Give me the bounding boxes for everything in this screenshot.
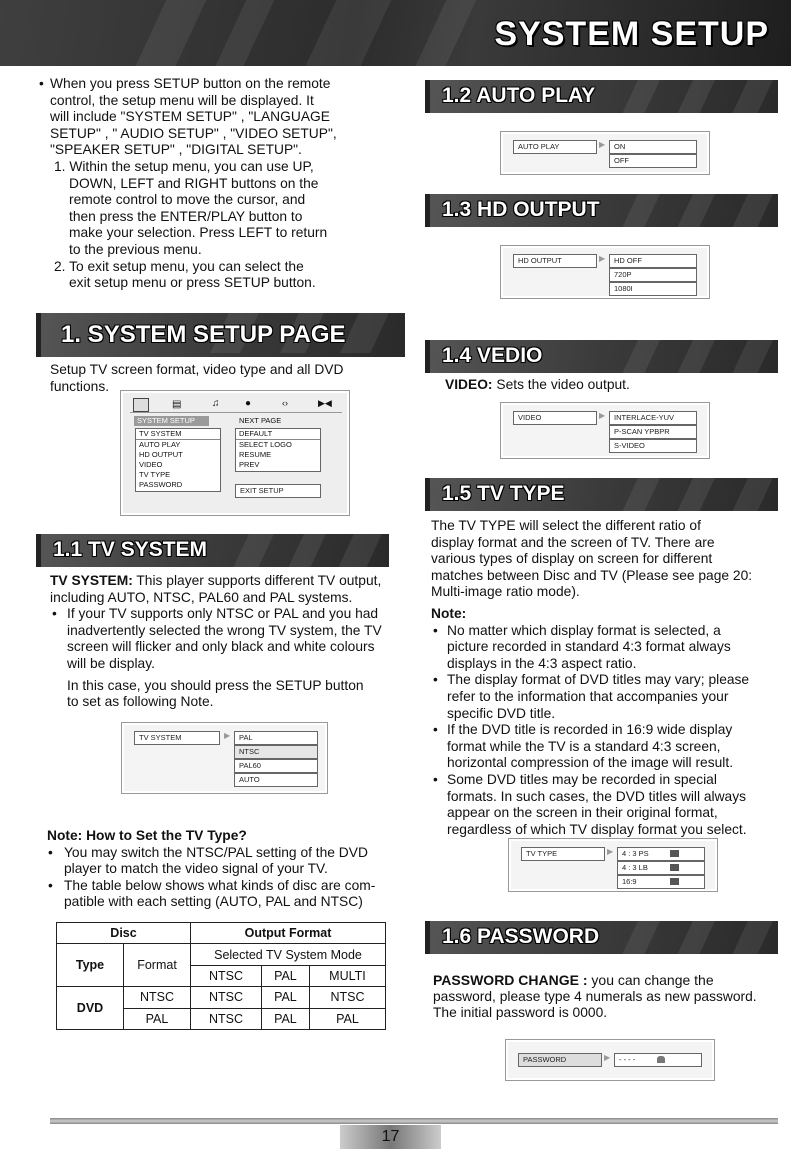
lead-rest: Sets the video output. (492, 377, 630, 392)
desc-line: Multi-image ratio mode). (431, 584, 580, 600)
option-720p[interactable]: 720P (609, 268, 697, 282)
option-pal60[interactable]: PAL60 (234, 759, 318, 773)
option-interlace-yuv[interactable]: INTERLACE-YUV (609, 411, 697, 425)
step-line: 1. Within the setup menu, you can use UP, (54, 158, 314, 174)
table-cell: PAL (124, 1008, 191, 1029)
section-heading: 1.3 HD OUTPUT (442, 198, 600, 221)
lead-rest: you can change the (587, 972, 714, 988)
bullet-line: will be display. (67, 655, 155, 671)
video-menu (500, 402, 710, 459)
section-banner-video (425, 340, 778, 373)
tv-type-note: Note: How to Set the TV Type? • You may switch the NTSC/PAL setting of the DVD player to match the video signal of your TV. • The table below shows what kinds of disc are com- patible with each setting (AUTO, PAL and NTSC) (47, 828, 407, 911)
monitor-icon (133, 398, 149, 412)
audio-icon: ♫ (212, 398, 220, 409)
desc-line: matches between Disc and TV (Please see page 20: (431, 567, 753, 583)
step-line: remote control to move the cursor, and (69, 192, 306, 208)
note-line: formats. In such cases, the DVD titles will always (447, 788, 747, 804)
intro-line: control, the setup menu will be displayed. It (50, 92, 314, 108)
auto-play-menu (500, 131, 710, 175)
section-banner-auto-play (425, 80, 778, 113)
bullet-line: inadvertently selected the wrong TV system, the TV (67, 622, 382, 638)
option-text: 4 : 3 LB (622, 863, 648, 872)
speaker-icon: ‹› (282, 398, 288, 408)
menu-item-tv-system[interactable]: TV SYSTEM (136, 429, 220, 440)
table-cell: NTSC (191, 987, 262, 1008)
tab-system-setup[interactable]: SYSTEM SETUP (134, 416, 209, 426)
table-cell: NTSC (309, 987, 385, 1008)
right-menu-list (235, 428, 321, 472)
table-cell: NTSC (191, 1008, 262, 1029)
auto-play-label: AUTO PLAY (513, 140, 597, 154)
lead-bold: PASSWORD CHANGE : (433, 972, 588, 988)
tv-system-label: TV SYSTEM (134, 731, 220, 745)
section-heading: 1.4 VEDIO (442, 344, 543, 367)
intro-step-2 (50, 259, 395, 292)
lead-bold: TV SYSTEM: (50, 573, 133, 588)
note-line: regardless of which TV display format you select. (447, 821, 747, 837)
menu-item-select-logo[interactable]: SELECT LOGO (239, 440, 292, 449)
table-cell: PAL (261, 987, 309, 1008)
table-cell: PAL (261, 1008, 309, 1029)
option-16-9[interactable] (617, 875, 705, 889)
text-line: The initial password is 0000. (433, 1005, 608, 1021)
next-page-label: NEXT PAGE (239, 416, 282, 425)
option-s-video[interactable]: S-VIDEO (609, 439, 697, 453)
header-banner (0, 0, 791, 66)
section-banner-tv-system (36, 534, 389, 567)
page-number: 17 (340, 1125, 441, 1149)
menu-item-prev[interactable]: PREV (239, 460, 260, 469)
desc-line: display format and the screen of TV. There are (431, 534, 715, 550)
step-line: 2. To exit setup menu, you can select the (54, 258, 304, 274)
hd-output-label: HD OUTPUT (513, 254, 597, 268)
option-off[interactable]: OFF (609, 154, 697, 168)
section-heading: 1.1 TV SYSTEM (53, 538, 208, 561)
dvd-label: DVD (57, 987, 124, 1030)
arrow-right-icon: ▶ (607, 847, 614, 856)
option-text: 4 : 3 PS (622, 849, 649, 858)
note-line: If the DVD title is recorded in 16:9 wide display (447, 722, 733, 738)
video-desc (445, 377, 630, 394)
bullet-line: patible with each setting (AUTO, PAL and NTSC) (64, 894, 363, 910)
section-banner-tv-type (425, 478, 778, 511)
step-line: then press the ENTER/PLAY button to (69, 208, 303, 224)
format-header: Format (124, 944, 191, 987)
arrow-right-icon: ▶ (599, 254, 606, 263)
option-text: 16:9 (622, 877, 637, 886)
note-line: The display format of DVD titles may vary; please (447, 672, 750, 688)
mode-header: Selected TV System Mode (191, 944, 386, 965)
tv-type-text: The TV TYPE will select the different ratio of display format and the screen of TV. There are various types of display on screen for different matches between Disc and TV (Please see page 20: Multi-image ratio mode). Note: • No matter which display format is selected, a picture recorded in standard 4:3 format always displays in the 4:3 aspect ratio. • The display format of DVD titles may vary; please refer to the information that accompanies your specific DVD title. • If the DVD title is recorded in 16:9 wide display format while the TV is a standard 4:3 screen, horizontal compression of the image will result. • Some DVD titles may be recorded in special formats. In such cases, the DVD titles will always appear on the screen in their original format, regardless of which TV display format you select. (431, 518, 777, 838)
screen-ratio-icon (670, 864, 679, 871)
bullet-line: The table below shows what kinds of disc are com- (64, 877, 376, 893)
option-pal[interactable]: PAL (234, 731, 318, 745)
arrow-right-icon: ▶ (604, 1053, 611, 1062)
bullet-line: player to match the video signal of your TV. (64, 861, 328, 877)
compat-table (56, 922, 386, 1030)
note-line: displays in the 4:3 aspect ratio. (447, 655, 637, 671)
option-p-scan-ypbpr[interactable]: P-SCAN YPBPR (609, 425, 697, 439)
left-menu-list (135, 428, 221, 492)
lead-rest: This player supports different TV output, (132, 573, 382, 588)
section-heading: 1. SYSTEM SETUP PAGE (61, 321, 346, 348)
digital-icon: ▶◀ (318, 398, 332, 408)
output-format-header: Output Format (191, 923, 386, 944)
note-line: specific DVD title. (447, 705, 556, 721)
column-header: NTSC (191, 965, 262, 986)
lead-bold: VIDEO: (445, 377, 493, 392)
password-input[interactable] (614, 1053, 702, 1067)
column-header: MULTI (309, 965, 385, 986)
disc-header: Disc (57, 923, 191, 944)
note-line: picture recorded in standard 4:3 format always (447, 639, 731, 655)
tv-type-label: TV TYPE (521, 847, 605, 861)
menu-item-video[interactable]: VIDEO (139, 460, 163, 469)
desc-line: Setup TV screen format, video type and all DVD (50, 362, 344, 377)
password-text (433, 972, 783, 1022)
step-line: to the previous menu. (69, 241, 202, 257)
lock-icon (657, 1056, 665, 1063)
note-line: refer to the information that accompanies your (447, 688, 729, 704)
option-ntsc[interactable]: NTSC (234, 745, 318, 759)
step-line: make your selection. Press LEFT to return (69, 225, 328, 241)
option-auto[interactable]: AUTO (234, 773, 318, 787)
option-hd-off[interactable]: HD OFF (609, 254, 697, 268)
video-icon: ● (245, 398, 252, 409)
table-cell: PAL (309, 1008, 385, 1029)
menu-item-password[interactable]: PASSWORD (139, 480, 183, 489)
bullet-line: You may switch the NTSC/PAL setting of the DVD (64, 844, 368, 860)
note-line: appear on the screen in their original format, (447, 805, 718, 821)
note-line: format while the TV is a standard 4:3 screen, (447, 738, 721, 754)
desc-line: The TV TYPE will select the different ratio of (431, 518, 701, 533)
text-line: to set as following Note. (67, 694, 214, 710)
arrow-right-icon: ▶ (224, 731, 231, 740)
password-value: - - - - (619, 1055, 636, 1064)
bullet-line: screen will flicker and only black and white colours (67, 639, 375, 655)
password-menu (505, 1039, 715, 1081)
section-banner-hd-output (425, 194, 778, 227)
option-4-3-ps[interactable] (617, 847, 705, 861)
intro-line: When you press SETUP button on the remote (50, 76, 331, 91)
intro-line: will include "SYSTEM SETUP" , "LANGUAGE (50, 109, 330, 125)
note-label: Note: (431, 605, 467, 621)
arrow-right-icon: ▶ (599, 411, 606, 420)
language-icon: ▤ (172, 399, 182, 410)
system-setup-menu (120, 390, 350, 516)
note-line: Some DVD titles may be recorded in special (447, 771, 717, 787)
step-line: exit setup menu or press SETUP button. (69, 275, 316, 291)
screen-ratio-icon (670, 850, 679, 857)
intro-line: SETUP" , " AUDIO SETUP" , "VIDEO SETUP", (50, 125, 337, 141)
note-heading: Note: How to Set the TV Type? (47, 828, 247, 843)
menu-item-auto-play[interactable]: AUTO PLAY (139, 440, 181, 449)
section-banner-password (425, 921, 778, 954)
desc-line: various types of display on screen for different (431, 551, 713, 567)
hd-output-menu (500, 245, 710, 299)
section-heading: 1.6 PASSWORD (442, 925, 600, 948)
tv-system-menu (121, 722, 328, 794)
screen-ratio-icon (670, 878, 679, 885)
text-line: including AUTO, NTSC, PAL60 and PAL systems. (50, 589, 353, 605)
tv-type-menu (508, 838, 718, 892)
column-header: PAL (261, 965, 309, 986)
text-line: password, please type 4 numerals as new password. (433, 988, 757, 1004)
type-header: Type (57, 944, 124, 987)
menu-item-resume[interactable]: RESUME (239, 450, 272, 459)
option-1080i[interactable]: 1080I (609, 282, 697, 296)
video-label: VIDEO (513, 411, 597, 425)
section-heading: 1.2 AUTO PLAY (442, 84, 596, 107)
intro-step-1 (50, 159, 395, 259)
menu-item-default[interactable]: DEFAULT (236, 429, 320, 440)
note-line: horizontal compression of the image will result. (447, 755, 734, 771)
bullet-line: If your TV supports only NTSC or PAL and you had (67, 606, 379, 622)
section-heading: 1.5 TV TYPE (442, 482, 565, 505)
menu-item-hd-output[interactable]: HD OUTPUT (139, 450, 183, 459)
password-label: PASSWORD (518, 1053, 602, 1067)
note-line: No matter which display format is selected, a (447, 622, 721, 638)
footer-rule (50, 1118, 778, 1124)
intro-line: "SPEAKER SETUP" , "DIGITAL SETUP". (50, 142, 302, 158)
desc-line: functions. (50, 378, 110, 394)
table-cell: NTSC (124, 987, 191, 1008)
intro-text: • When you press SETUP button on the remote control, the setup menu will be displayed. It will include "SYSTEM SETUP" , "LANGUAGE SETUP" , " AUDIO SETUP" , "VIDEO SETUP", "SPEAKER SETUP" , "DIGITAL SETUP". 1. Within the setup menu, you can use UP, DOWN, LEFT and RIGHT buttons on the remote control to move the cursor, and then press the ENTER/PLAY button to make your selection. Press LEFT to return to the previous menu. 2. To exit setup menu, you can select the exit setup menu or press SETUP button. (50, 76, 395, 292)
tv-system-text: TV SYSTEM: This player supports different TV output, including AUTO, NTSC, PAL60 and PAL systems. • If your TV supports only NTSC or PAL and you had inadvertently selected the wrong TV system, the TV screen will flicker and only black and white colours will be display. In this case, you should press the SETUP button to set as following Note. (50, 573, 410, 711)
option-4-3-lb[interactable] (617, 861, 705, 875)
step-line: DOWN, LEFT and RIGHT buttons on the (69, 175, 319, 191)
option-on[interactable]: ON (609, 140, 697, 154)
text-line: In this case, you should press the SETUP button (67, 677, 364, 693)
menu-icon-row (130, 398, 342, 413)
exit-setup-button[interactable]: EXIT SETUP (235, 484, 321, 498)
arrow-right-icon: ▶ (599, 140, 606, 149)
section-banner-system-setup-page (36, 313, 405, 357)
page-title: SYSTEM SETUP (494, 15, 769, 53)
menu-item-tv-type[interactable]: TV TYPE (139, 470, 171, 479)
